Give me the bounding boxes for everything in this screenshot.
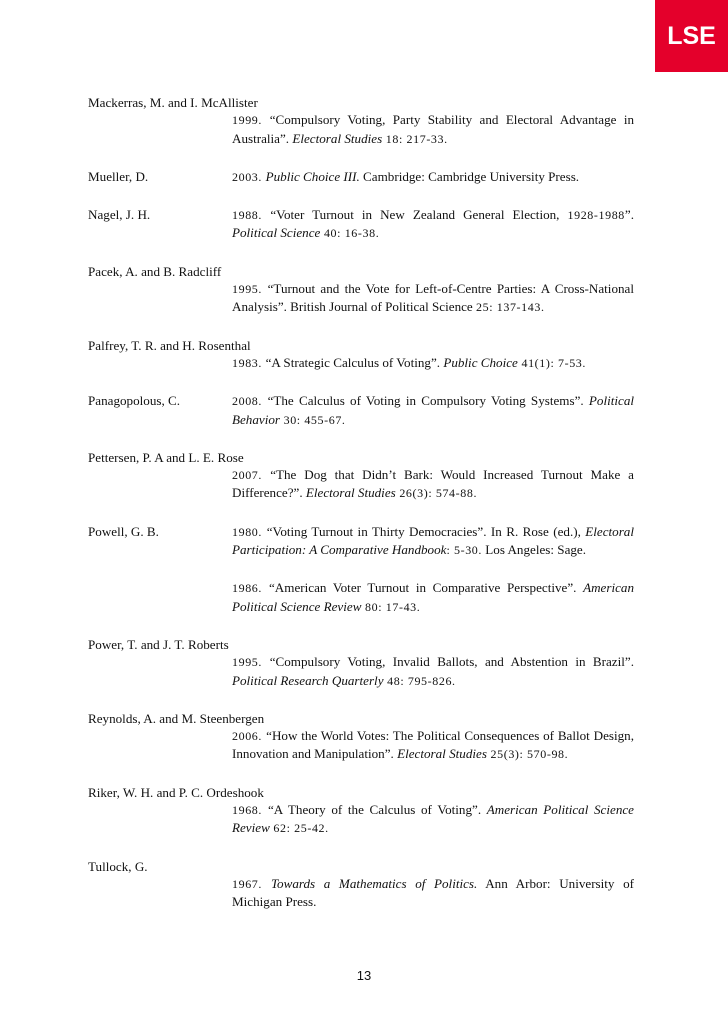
reference-citation [232,354,634,372]
citation-text: Los Angeles: Sage. [482,542,587,558]
citation-text: 1995. [232,282,268,297]
citation-text: Ann Arbor: University of Michigan Press. [232,875,635,910]
reference-citation [232,111,634,148]
citation-text: 48: 795-826. [383,673,456,688]
citation-text: 1995. [232,655,270,670]
citation-title-italic: American Political Science Review [232,802,634,836]
citation-text: 1983. [232,355,266,370]
reference-entry [88,523,634,560]
citation-text: 1928-1988 [567,208,625,223]
citation-text: 18: 217-33. [382,131,448,146]
citation-text: 80: 17-43. [361,599,421,614]
reference-entry [88,710,634,764]
citation-text: Cambridge: Cambridge University Press. [359,168,580,184]
reference-author: Pacek, A. and B. Radcliff [88,263,222,279]
citation-text: “Voting Turnout in Thirty Democracies”. In R. Rose (ed.), [266,523,586,539]
citation-text: “The Dog that Didn’t Bark: Would Increased Turnout Make a Difference?”. [232,467,634,501]
citation-title-italic: Political Behavior [232,393,634,427]
citation-text: “Compulsory Voting, Party Stability and Electoral Advantage in Australia”. [232,112,635,146]
reference-citation [232,653,634,690]
citation-text: 25: 137-143. [476,300,545,315]
citation-text: “A Theory of the Calculus of Voting”. [267,802,487,818]
reference-entry [88,337,634,373]
reference-list [88,94,634,931]
reference-citation [232,392,634,429]
citation-text: “Turnout and the Vote for Left-of-Centre Parties: A Cross-National Analysis”. British Journal of Political Science [232,281,634,315]
reference-author: Pettersen, P. A and L. E. Rose [88,449,244,465]
citation-text: 26(3): 574-88. [395,486,478,501]
citation-text: 41(1): 7-53. [517,355,586,370]
citation-text: 2003. [232,169,266,184]
citation-text: 2007. [232,468,271,483]
reference-entry [88,636,634,690]
reference-entry [88,206,634,243]
reference-entry [88,449,634,503]
citation-text: “American Voter Turnout in Comparative Perspective”. [269,580,584,596]
citation-text: 1988. [232,208,271,223]
reference-author: Reynolds, A. and M. Steenbergen [88,710,265,726]
citation-title-italic: Electoral Studies [397,746,487,762]
reference-citation [232,801,634,838]
reference-entry [88,579,634,616]
citation-text: 62: 25-42. [269,821,329,836]
reference-citation [232,523,634,560]
reference-entry [88,263,634,317]
citation-text: 1968. [232,803,268,818]
citation-text: 25(3): 570-98. [486,747,569,762]
reference-author: Mackerras, M. and I. McAllister [88,95,258,110]
page-number: 13 [356,968,372,983]
reference-citation [232,206,634,243]
citation-text: 1999. [232,113,270,128]
citation-text: 1986. [232,581,269,596]
citation-text: 1980. [232,524,267,539]
reference-citation [232,579,634,616]
citation-title-italic: Public Choice [443,354,518,370]
reference-entry [88,392,634,429]
reference-entry [88,168,634,186]
reference-author: Riker, W. H. and P. C. Ordeshook [88,784,264,800]
citation-text: 30: 455-67. [280,412,346,427]
citation-text: 1967. [232,876,271,891]
citation-text: “Voter Turnout in New Zealand General Election, [270,207,568,223]
reference-author: Nagel, J. H. [88,207,151,223]
reference-author [88,579,232,616]
reference-citation [232,280,634,317]
reference-citation [232,875,634,911]
citation-text: “A Strategic Calculus of Voting”. [265,354,444,370]
reference-entry [88,858,634,911]
reference-author: Powell, G. B. [88,523,159,539]
reference-author: Panagopolous, C. [88,393,181,409]
reference-entry [88,94,634,148]
lse-logo: LSE [655,0,728,72]
citation-title-italic: American Political Science Review [232,580,634,614]
reference-author: Tullock, G. [88,858,148,874]
reference-citation [232,466,634,503]
citation-title-italic: Electoral Studies [305,485,396,501]
citation-text: : 5-30. [446,543,482,558]
reference-author: Palfrey, T. R. and H. Rosenthal [88,337,251,353]
citation-text: 40: 16-38. [320,226,380,241]
citation-text: “How the World Votes: The Political Consequences of Ballot Design, Innovation and Manipulation”. [232,728,634,762]
citation-title-italic: Towards a Mathematics of Politics. [270,875,478,891]
reference-author: Mueller, D. [88,168,149,184]
citation-text: 2006. [232,729,267,744]
citation-title-italic: Public Choice III. [265,168,360,184]
citation-text: “Compulsory Voting, Invalid Ballots, and Abstention in Brazil”. [269,654,634,670]
reference-entry [88,784,634,838]
citation-title-italic: Political Research Quarterly [232,672,384,688]
reference-citation [232,168,634,186]
citation-title-italic: Electoral Studies [292,130,383,146]
citation-text: 2008. [232,394,268,409]
citation-text: ”. [624,207,634,223]
reference-citation [232,727,634,764]
citation-text: “The Calculus of Voting in Compulsory Voting Systems”. [267,393,589,409]
citation-title-italic: Political Science [232,225,321,241]
reference-author: Power, T. and J. T. Roberts [88,636,229,652]
citation-title-italic: Electoral Participation: A Comparative Handbook [232,523,634,558]
